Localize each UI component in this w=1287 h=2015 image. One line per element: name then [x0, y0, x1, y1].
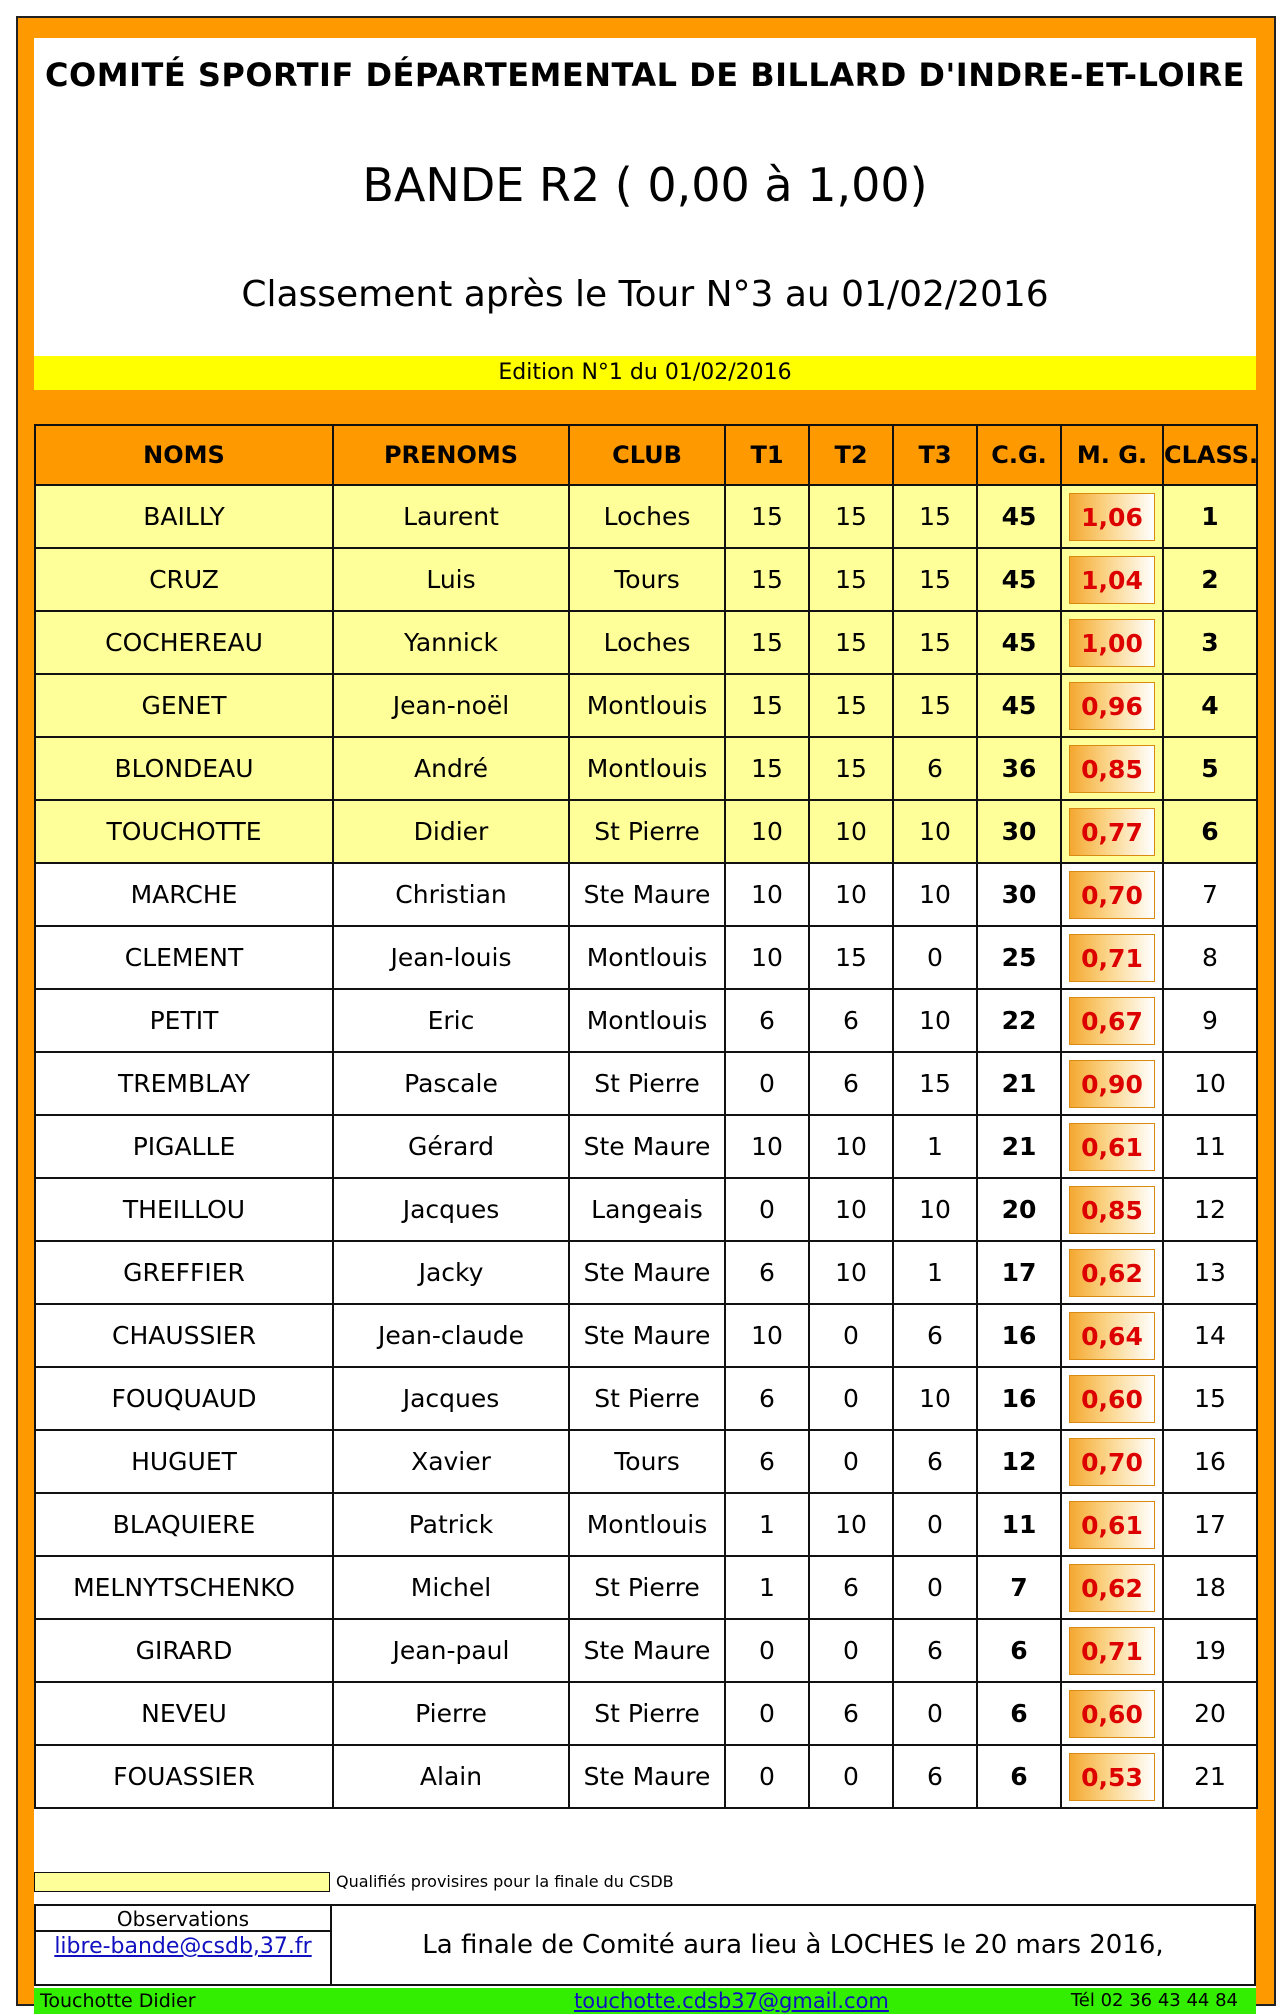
footer-bar [34, 1988, 1256, 2014]
cell-class: 19 [1163, 1619, 1257, 1682]
cell-t2: 6 [809, 989, 893, 1052]
average-value: 0,60 [1069, 1375, 1155, 1423]
cell-nom: MARCHE [35, 863, 333, 926]
average-value: 0,85 [1069, 745, 1155, 793]
cell-club: Montlouis [569, 674, 725, 737]
average-value: 0,70 [1069, 871, 1155, 919]
cell-nom: NEVEU [35, 1682, 333, 1745]
cell-prenom: Luis [333, 548, 569, 611]
cell-nom: THEILLOU [35, 1178, 333, 1241]
cell-mg [1061, 611, 1163, 674]
cell-cg: 45 [977, 611, 1061, 674]
cell-club: Loches [569, 611, 725, 674]
cell-t1: 6 [725, 1367, 809, 1430]
cell-cg: 6 [977, 1745, 1061, 1808]
cell-cg: 22 [977, 989, 1061, 1052]
cell-t1: 10 [725, 863, 809, 926]
cell-t1: 10 [725, 1115, 809, 1178]
average-value: 0,96 [1069, 682, 1155, 730]
cell-t3: 10 [893, 863, 977, 926]
cell-t2: 15 [809, 926, 893, 989]
cell-t3: 15 [893, 611, 977, 674]
column-header-club: CLUB [569, 425, 725, 485]
cell-class: 20 [1163, 1682, 1257, 1745]
cell-t1: 10 [725, 800, 809, 863]
cell-t1: 6 [725, 1430, 809, 1493]
cell-mg [1061, 800, 1163, 863]
cell-t2: 15 [809, 485, 893, 548]
cell-nom: TOUCHOTTE [35, 800, 333, 863]
cell-nom: PETIT [35, 989, 333, 1052]
cell-t2: 10 [809, 1241, 893, 1304]
average-value: 0,53 [1069, 1753, 1155, 1801]
table-row [35, 1430, 1257, 1493]
cell-nom: GIRARD [35, 1619, 333, 1682]
average-value: 0,77 [1069, 808, 1155, 856]
cell-t3: 6 [893, 1430, 977, 1493]
cell-prenom: Michel [333, 1556, 569, 1619]
cell-club: St Pierre [569, 800, 725, 863]
cell-nom: TREMBLAY [35, 1052, 333, 1115]
table-row [35, 1367, 1257, 1430]
cell-nom: GREFFIER [35, 1241, 333, 1304]
cell-class: 6 [1163, 800, 1257, 863]
cell-prenom: Yannick [333, 611, 569, 674]
table-header-row [35, 425, 1257, 485]
cell-t1: 0 [725, 1178, 809, 1241]
cell-club: St Pierre [569, 1682, 725, 1745]
cell-club: Montlouis [569, 926, 725, 989]
average-value: 0,90 [1069, 1060, 1155, 1108]
cell-prenom: Laurent [333, 485, 569, 548]
average-value: 1,06 [1069, 493, 1155, 541]
footer-author: Touchotte Didier [40, 1990, 196, 2012]
cell-class: 15 [1163, 1367, 1257, 1430]
cell-t3: 15 [893, 1052, 977, 1115]
cell-mg [1061, 1745, 1163, 1808]
cell-mg [1061, 1430, 1163, 1493]
observations-left [36, 1906, 332, 1984]
cell-prenom: Christian [333, 863, 569, 926]
cell-t3: 6 [893, 737, 977, 800]
cell-club: Tours [569, 548, 725, 611]
footer-phone: Tél 02 36 43 44 84 [1070, 1990, 1238, 2011]
cell-prenom: Xavier [333, 1430, 569, 1493]
cell-t3: 1 [893, 1241, 977, 1304]
cell-cg: 36 [977, 737, 1061, 800]
cell-mg [1061, 737, 1163, 800]
cell-class: 4 [1163, 674, 1257, 737]
average-value: 0,85 [1069, 1186, 1155, 1234]
cell-nom: FOUASSIER [35, 1745, 333, 1808]
cell-t2: 10 [809, 1493, 893, 1556]
cell-prenom: Pierre [333, 1682, 569, 1745]
average-value: 0,71 [1069, 1627, 1155, 1675]
cell-mg [1061, 674, 1163, 737]
cell-class: 16 [1163, 1430, 1257, 1493]
cell-t2: 10 [809, 863, 893, 926]
average-value: 0,62 [1069, 1564, 1155, 1612]
cell-t3: 0 [893, 1556, 977, 1619]
cell-t1: 10 [725, 926, 809, 989]
cell-t3: 10 [893, 989, 977, 1052]
cell-t2: 15 [809, 674, 893, 737]
cell-class: 18 [1163, 1556, 1257, 1619]
cell-prenom: Jean-claude [333, 1304, 569, 1367]
cell-t1: 0 [725, 1619, 809, 1682]
cell-prenom: Jean-paul [333, 1619, 569, 1682]
cell-nom: CLEMENT [35, 926, 333, 989]
column-header-t1: T1 [725, 425, 809, 485]
cell-mg [1061, 1682, 1163, 1745]
cell-t3: 1 [893, 1115, 977, 1178]
cell-prenom: Patrick [333, 1493, 569, 1556]
cell-class: 11 [1163, 1115, 1257, 1178]
cell-t1: 15 [725, 548, 809, 611]
cell-t1: 15 [725, 485, 809, 548]
cell-t1: 1 [725, 1556, 809, 1619]
cell-prenom: André [333, 737, 569, 800]
cell-nom: BLAQUIERE [35, 1493, 333, 1556]
cell-t2: 0 [809, 1430, 893, 1493]
cell-club: St Pierre [569, 1052, 725, 1115]
average-value: 1,04 [1069, 556, 1155, 604]
cell-t2: 0 [809, 1304, 893, 1367]
cell-mg [1061, 1493, 1163, 1556]
cell-prenom: Jean-louis [333, 926, 569, 989]
cell-club: Ste Maure [569, 1304, 725, 1367]
cell-mg [1061, 1178, 1163, 1241]
cell-club: Ste Maure [569, 1619, 725, 1682]
cell-prenom: Pascale [333, 1052, 569, 1115]
cell-class: 12 [1163, 1178, 1257, 1241]
table-row [35, 737, 1257, 800]
average-value: 0,64 [1069, 1312, 1155, 1360]
cell-mg [1061, 863, 1163, 926]
cell-nom: PIGALLE [35, 1115, 333, 1178]
column-header-class: CLASS. [1163, 425, 1257, 485]
cell-club: Ste Maure [569, 1115, 725, 1178]
cell-mg [1061, 1619, 1163, 1682]
column-header-noms: NOMS [35, 425, 333, 485]
cell-t1: 0 [725, 1682, 809, 1745]
qualified-swatch [34, 1872, 330, 1892]
cell-cg: 16 [977, 1367, 1061, 1430]
table-row [35, 1745, 1257, 1808]
cell-nom: MELNYTSCHENKO [35, 1556, 333, 1619]
table-row [35, 1178, 1257, 1241]
cell-t3: 6 [893, 1745, 977, 1808]
cell-t1: 15 [725, 674, 809, 737]
cell-nom: FOUQUAUD [35, 1367, 333, 1430]
cell-cg: 25 [977, 926, 1061, 989]
cell-club: Loches [569, 485, 725, 548]
observations-label: Observations [36, 1906, 330, 1932]
average-value: 0,61 [1069, 1501, 1155, 1549]
cell-prenom: Eric [333, 989, 569, 1052]
cell-class: 3 [1163, 611, 1257, 674]
cell-mg [1061, 989, 1163, 1052]
cell-class: 2 [1163, 548, 1257, 611]
cell-cg: 30 [977, 863, 1061, 926]
legend [34, 1870, 1256, 1894]
cell-prenom: Alain [333, 1745, 569, 1808]
cell-mg [1061, 548, 1163, 611]
average-value: 0,71 [1069, 934, 1155, 982]
table-row [35, 863, 1257, 926]
cell-cg: 11 [977, 1493, 1061, 1556]
table-row [35, 548, 1257, 611]
average-value: 0,67 [1069, 997, 1155, 1045]
cell-class: 5 [1163, 737, 1257, 800]
cell-t2: 0 [809, 1619, 893, 1682]
cell-mg [1061, 1052, 1163, 1115]
cell-t3: 6 [893, 1619, 977, 1682]
cell-club: Montlouis [569, 1493, 725, 1556]
cell-nom: HUGUET [35, 1430, 333, 1493]
cell-class: 21 [1163, 1745, 1257, 1808]
cell-t3: 15 [893, 485, 977, 548]
cell-t2: 10 [809, 1178, 893, 1241]
cell-club: Tours [569, 1430, 725, 1493]
table-row [35, 926, 1257, 989]
page-subtitle: Classement après le Tour N°3 au 01/02/2016 [241, 274, 1049, 315]
table-row [35, 1682, 1257, 1745]
cell-prenom: Gérard [333, 1115, 569, 1178]
table-row [35, 1052, 1257, 1115]
edition-banner: Edition N°1 du 01/02/2016 [34, 356, 1256, 390]
average-value: 0,70 [1069, 1438, 1155, 1486]
column-header-prenoms: PRENOMS [333, 425, 569, 485]
cell-prenom: Jacques [333, 1178, 569, 1241]
table-row [35, 989, 1257, 1052]
cell-class: 7 [1163, 863, 1257, 926]
cell-t2: 6 [809, 1682, 893, 1745]
cell-t3: 0 [893, 1682, 977, 1745]
cell-class: 8 [1163, 926, 1257, 989]
cell-mg [1061, 1556, 1163, 1619]
average-value: 1,00 [1069, 619, 1155, 667]
cell-cg: 45 [977, 485, 1061, 548]
table-row [35, 1304, 1257, 1367]
column-header-cg: C.G. [977, 425, 1061, 485]
cell-cg: 16 [977, 1304, 1061, 1367]
table-row [35, 611, 1257, 674]
ranking-sheet [34, 38, 1259, 2013]
average-value: 0,60 [1069, 1690, 1155, 1738]
cell-club: Montlouis [569, 989, 725, 1052]
cell-nom: CRUZ [35, 548, 333, 611]
cell-mg [1061, 1304, 1163, 1367]
cell-cg: 21 [977, 1052, 1061, 1115]
cell-prenom: Jacques [333, 1367, 569, 1430]
page-title: BANDE R2 ( 0,00 à 1,00) [362, 158, 928, 212]
cell-t3: 15 [893, 674, 977, 737]
cell-t3: 15 [893, 548, 977, 611]
legend-text: Qualifiés provisires pour la finale du CSDB [336, 1872, 674, 1891]
cell-t1: 10 [725, 1304, 809, 1367]
cell-club: Langeais [569, 1178, 725, 1241]
cell-class: 14 [1163, 1304, 1257, 1367]
cell-class: 13 [1163, 1241, 1257, 1304]
cell-mg [1061, 926, 1163, 989]
orange-separator [34, 390, 1256, 424]
cell-prenom: Jacky [333, 1241, 569, 1304]
cell-t1: 0 [725, 1745, 809, 1808]
cell-club: Ste Maure [569, 863, 725, 926]
observations-email-link[interactable]: libre-bande@csdb,37.fr [54, 1934, 312, 1959]
cell-t3: 0 [893, 1493, 977, 1556]
observations-note: La finale de Comité aura lieu à LOCHES le 20 mars 2016, [422, 1930, 1164, 1960]
column-header-t3: T3 [893, 425, 977, 485]
cell-mg [1061, 1241, 1163, 1304]
cell-t1: 6 [725, 989, 809, 1052]
cell-class: 17 [1163, 1493, 1257, 1556]
table-row [35, 1619, 1257, 1682]
cell-nom: BAILLY [35, 485, 333, 548]
cell-t3: 10 [893, 1367, 977, 1430]
cell-t2: 15 [809, 611, 893, 674]
cell-t1: 15 [725, 611, 809, 674]
cell-t2: 10 [809, 800, 893, 863]
cell-cg: 7 [977, 1556, 1061, 1619]
table-row [35, 1493, 1257, 1556]
cell-t3: 6 [893, 1304, 977, 1367]
cell-class: 1 [1163, 485, 1257, 548]
cell-class: 9 [1163, 989, 1257, 1052]
observations-box [34, 1904, 1256, 1986]
table-row [35, 800, 1257, 863]
table-row [35, 1556, 1257, 1619]
cell-nom: BLONDEAU [35, 737, 333, 800]
cell-cg: 20 [977, 1178, 1061, 1241]
cell-club: St Pierre [569, 1367, 725, 1430]
column-header-t2: T2 [809, 425, 893, 485]
table-row [35, 674, 1257, 737]
cell-t3: 10 [893, 1178, 977, 1241]
cell-cg: 12 [977, 1430, 1061, 1493]
cell-t1: 15 [725, 737, 809, 800]
cell-t2: 15 [809, 548, 893, 611]
cell-t3: 10 [893, 800, 977, 863]
cell-cg: 30 [977, 800, 1061, 863]
table-row [35, 1241, 1257, 1304]
cell-t2: 0 [809, 1367, 893, 1430]
cell-nom: GENET [35, 674, 333, 737]
ranking-table [34, 424, 1258, 1809]
cell-nom: CHAUSSIER [35, 1304, 333, 1367]
cell-mg [1061, 1367, 1163, 1430]
cell-prenom: Didier [333, 800, 569, 863]
average-value: 0,62 [1069, 1249, 1155, 1297]
cell-class: 10 [1163, 1052, 1257, 1115]
cell-t2: 6 [809, 1052, 893, 1115]
cell-cg: 45 [977, 548, 1061, 611]
cell-t3: 0 [893, 926, 977, 989]
cell-mg [1061, 1115, 1163, 1178]
cell-club: St Pierre [569, 1556, 725, 1619]
cell-t1: 6 [725, 1241, 809, 1304]
cell-t1: 0 [725, 1052, 809, 1115]
cell-cg: 21 [977, 1115, 1061, 1178]
table-row [35, 485, 1257, 548]
footer-email-link[interactable]: touchotte.cdsb37@gmail.com [574, 1989, 889, 2013]
cell-prenom: Jean-noël [333, 674, 569, 737]
cell-club: Ste Maure [569, 1241, 725, 1304]
table-row [35, 1115, 1257, 1178]
cell-t2: 0 [809, 1745, 893, 1808]
cell-cg: 6 [977, 1619, 1061, 1682]
cell-cg: 45 [977, 674, 1061, 737]
cell-cg: 6 [977, 1682, 1061, 1745]
cell-cg: 17 [977, 1241, 1061, 1304]
cell-t1: 1 [725, 1493, 809, 1556]
cell-nom: COCHEREAU [35, 611, 333, 674]
organization-title: COMITÉ SPORTIF DÉPARTEMENTAL DE BILLARD D'INDRE-ET-LOIRE [45, 56, 1245, 94]
cell-t2: 6 [809, 1556, 893, 1619]
average-value: 0,61 [1069, 1123, 1155, 1171]
cell-t2: 15 [809, 737, 893, 800]
cell-t2: 10 [809, 1115, 893, 1178]
cell-mg [1061, 485, 1163, 548]
cell-club: Montlouis [569, 737, 725, 800]
column-header-mg: M. G. [1061, 425, 1163, 485]
cell-club: Ste Maure [569, 1745, 725, 1808]
